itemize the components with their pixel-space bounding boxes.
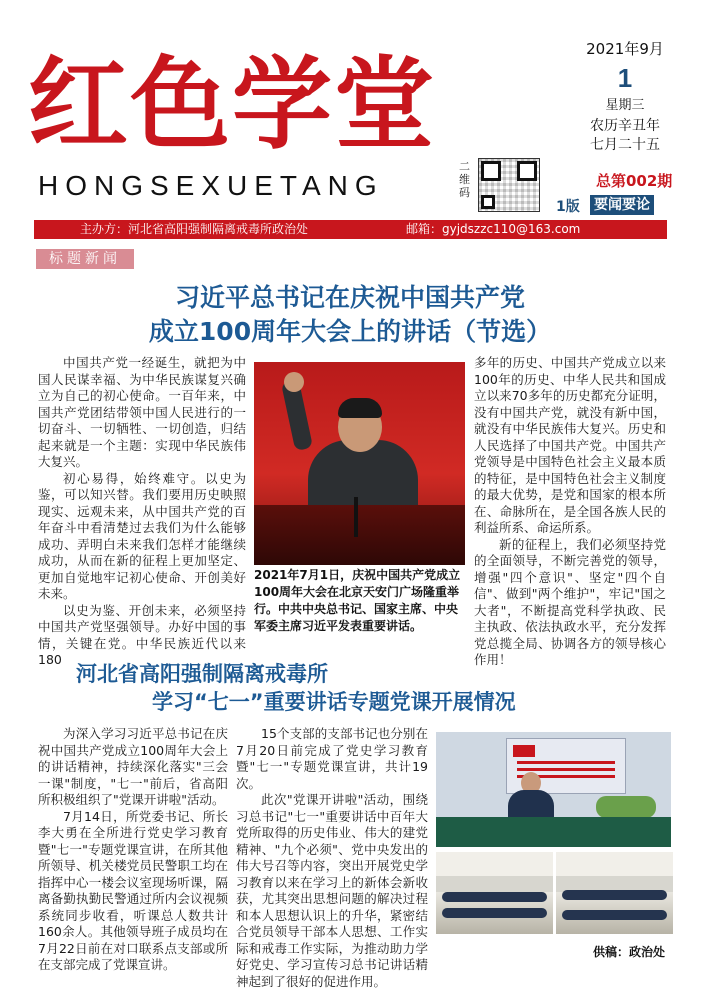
date-day: 1 bbox=[617, 63, 633, 93]
date-lunar bbox=[560, 117, 690, 155]
article2-paragraph: 15个支部的支部书记也分别在7月20日前完成了党史学习教育暨"七一"专题党课宣讲，共计19次。 bbox=[236, 726, 428, 791]
edition-name: 要闻要论 bbox=[590, 195, 654, 215]
article1-paragraph: 新的征程上，我们必须坚持党的全面领导，不断完善党的领导，增强"四个意识"、坚定"四个自信"、做到"两个维护"，牢记"国之大者"，不断提高党科学执政、民主执政、依法执政水平，充分发挥党总揽全局、协调各方的领导核心作用！ bbox=[474, 536, 666, 667]
article2-paragraph: 此次"党课开讲啦"活动，围绕习总书记"七一"重要讲话中百年大党所取得的历史伟业、伟大的建党精神、"九个必须"、党中央发出的伟大号召等内容，突出开展党史学习教育以来在学习上的新体会新收获，尤其突出思想问题的解决过程和本人思想认识上的升华，紧密结合党员领导干部本人思想、工作实际和戒毒工作实际，为推动助力学好党史、学习宣传习总书记讲话精神起到了很好的促进作用。 bbox=[236, 792, 428, 989]
masthead-title: 红色学堂 bbox=[28, 45, 436, 163]
article1-photo bbox=[254, 362, 465, 565]
article2-headline-line2: 学习“七一”重要讲话专题党课开展情况 bbox=[152, 690, 516, 714]
article2-headline bbox=[60, 660, 660, 716]
date-lunar-line1: 农历辛丑年 bbox=[590, 118, 660, 134]
qr-label: 二维码 bbox=[459, 160, 470, 199]
photo-credit: 供稿：政治处 bbox=[593, 945, 666, 959]
article1-headline bbox=[60, 281, 640, 349]
qr-code-icon bbox=[478, 158, 540, 212]
date-block bbox=[560, 38, 690, 155]
email-info: 邮箱：gyjdszzc110@163.com bbox=[406, 222, 581, 236]
date-weekday: 星期三 bbox=[605, 98, 645, 113]
article1-headline-line1: 习近平总书记在庆祝中国共产党 bbox=[174, 283, 525, 312]
info-bar bbox=[34, 220, 667, 239]
edition-number: 1版 bbox=[556, 199, 580, 215]
article1-paragraph: 多年的历史、中国共产党成立以来100年的历史、中华人民共和国成立以来70多年的历史都充分证明，没有中国共产党，就没有新中国，就没有中华民族伟大复兴。历史和人民选择了中国共产党。中国共产党领导是中国特色社会主义最本质的特征，是中国特色社会主义制度的最大优势，是党和国家的根本所在、命脉所在，是全国各族人民的利益所系、命运所系。 bbox=[474, 355, 666, 535]
article2-photo-audience-right bbox=[556, 852, 673, 934]
article2-photo-lecture bbox=[436, 732, 671, 847]
section-tag: 标题新闻 bbox=[36, 249, 134, 269]
article2-paragraph: 为深入学习习近平总书记在庆祝中国共产党成立100周年大会上的讲话精神，持续深化落实"三会一课"制度，"七一"前后，省高阳所积极组织了"党课开讲啦"活动。 bbox=[38, 726, 228, 807]
article2-headline-line1: 河北省高阳强制隔离戒毒所 bbox=[76, 662, 328, 686]
article2-column1 bbox=[38, 726, 228, 974]
article2-paragraph: 7月14日，所党委书记、所长李大勇在全所进行党史学习教育暨"七一"专题党课宣讲，在所其他所领导、机关楼党员民警职工均在指挥中心一楼会议室现场听课，隔离备勤执勤民警通过所内会议视频系统同步收看，听课总人数共计160余人。其他领导班子成员均在7月22日前在对口联系点支部或所在支部完成了党课宣讲。 bbox=[38, 808, 228, 972]
article1-column1 bbox=[38, 355, 246, 669]
date-year-month: 2021年9月 bbox=[586, 40, 664, 58]
article1-column3 bbox=[474, 355, 666, 669]
masthead-pinyin: HONGSEXUETANG bbox=[38, 170, 384, 201]
issue-number: 总第002期 bbox=[596, 172, 673, 190]
article1-paragraph: 初心易得，始终难守。以史为鉴，可以知兴替。我们要用历史映照现实、远观未来，从中国共产党的百年奋斗中看清楚过去我们为什么能够成功、弄明白未来我们怎样才能继续成功，从而在新的征程上更加坚定、更加自觉地牢记初心使命、开创美好未来。 bbox=[38, 470, 246, 601]
article2-column2 bbox=[236, 726, 428, 990]
article2-photo-audience-left bbox=[436, 852, 553, 934]
article1-headline-line2: 成立100周年大会上的讲话（节选） bbox=[148, 317, 552, 346]
host-info: 主办方：河北省高阳强制隔离戒毒所政治处 bbox=[80, 222, 309, 236]
article1-paragraph: 以史为鉴、开创未来，必须坚持中国共产党坚强领导。办好中国的事情，关键在党。中华民族近代以来180 bbox=[38, 602, 246, 667]
date-lunar-line2: 七月二十五 bbox=[590, 137, 660, 153]
article1-photo-caption: 2021年7月1日，庆祝中国共产党成立100周年大会在北京天安门广场隆重举行。中共中央总书记、国家主席、中央军委主席习近平发表重要讲话。 bbox=[254, 568, 461, 633]
article1-paragraph: 中国共产党一经诞生，就把为中国人民谋幸福、为中华民族谋复兴确立为自己的初心使命。一百年来，中国共产党团结带领中国人民进行的一切奋斗、一切牺牲、一切创造，归结起来就是一个主题：实现中华民族伟大复兴。 bbox=[38, 355, 246, 469]
